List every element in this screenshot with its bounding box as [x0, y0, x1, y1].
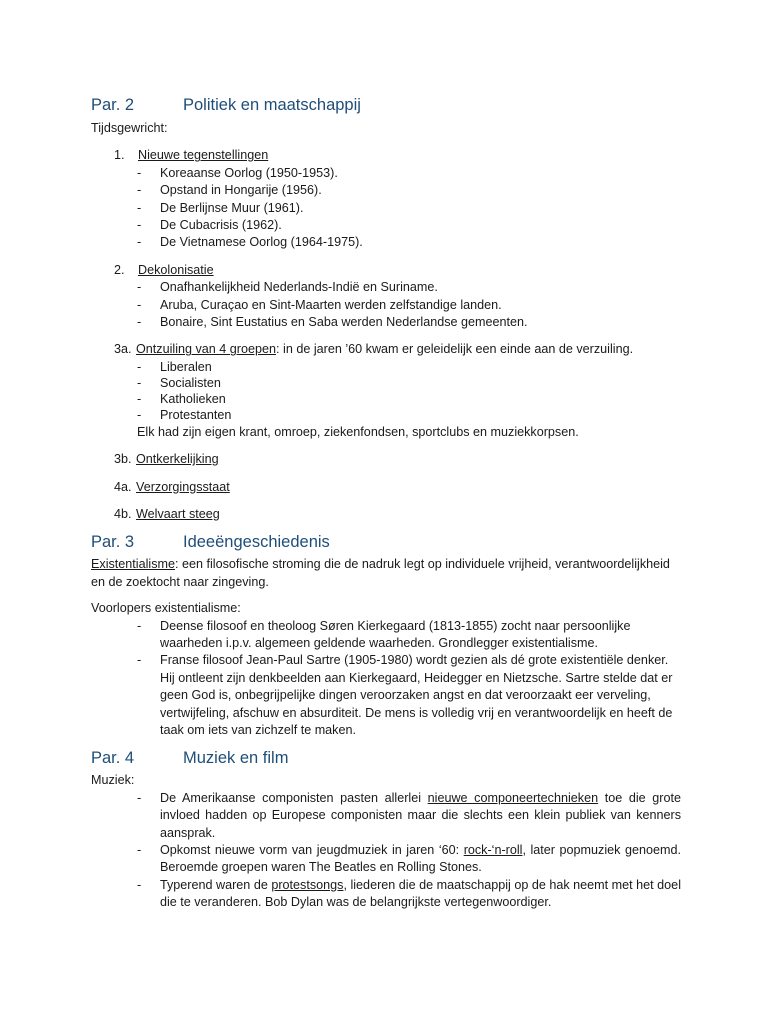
- list-item-1: [114, 147, 681, 164]
- item-number: 1.: [114, 148, 125, 163]
- definition-text: Existentialisme: een filosofische stroming die de nadruk legt op individuele vrijheid, verantwoordelijkheid en de zoektocht naar zingeving.: [91, 557, 670, 589]
- item-title: Dekolonisatie: [138, 262, 214, 277]
- note-text: Elk had zijn eigen krant, omroep, ziekenfondsen, sportclubs en muziekkorpsen.: [137, 424, 579, 439]
- bullet: - De Vietnamese Oorlog (1964-1975).: [137, 235, 363, 250]
- item-number: 4a.: [114, 479, 132, 494]
- item-number: 3a.: [114, 342, 132, 357]
- bullet: - Koreaanse Oorlog (1950-1953).: [137, 165, 338, 180]
- item-number: 2.: [114, 262, 125, 277]
- heading-title: Politiek en maatschappij: [183, 96, 361, 114]
- bullet: - Onafhankelijkheid Nederlands-Indië en Suriname.: [137, 280, 438, 295]
- bullet: - De Cubacrisis (1962).: [137, 218, 282, 233]
- item-description: : in de jaren ’60 kwam er geleidelijk een einde aan de verzuiling.: [276, 342, 634, 357]
- bullet: - Typerend waren de protestsongs, liederen die de maatschappij op de hak neemt met het doel die te veranderen. Bob Dylan was de belangrijkste vertegenwoordiger.: [137, 877, 681, 910]
- bullet: - De Berlijnse Muur (1961).: [137, 200, 304, 215]
- bullet: - Bonaire, Sint Eustatius en Saba werden Nederlandse gemeenten.: [137, 315, 528, 330]
- bullet: - Franse filosoof Jean-Paul Sartre (1905-1980) wordt gezien als dé grote existentiële denker. Hij ontleent zijn denkbeelden aan Kierkegaard, Heidegger en Nietzsche. Sartre stelde dat er geen God is, onbegrijpelijke dingen veroorzaken angst en dat veroorzaakt eer verveling, vertwijfeling, afschuw en absurditeit. De mens is volledig vrij en verantwoordelijk en heeft de taak om iets van zichzelf te maken.: [137, 653, 673, 737]
- list-item-4b: [114, 506, 681, 523]
- heading-par2: [91, 94, 681, 116]
- item-number: 3b.: [114, 452, 132, 467]
- heading-title: Muziek en film: [183, 749, 289, 768]
- heading-par4: [91, 747, 681, 769]
- item-number: 4b.: [114, 506, 132, 521]
- bullet: - Deense filosoof en theoloog Søren Kierkegaard (1813-1855) zocht naar persoonlijke waarheden i.p.v. algemeen geldende waarheden. Grondlegger existentialisme.: [137, 618, 631, 650]
- heading-number: Par. 4: [91, 749, 135, 768]
- item-title: Verzorgingsstaat: [136, 479, 230, 494]
- item-title: Ontzuiling van 4 groepen: [136, 342, 277, 357]
- bullet: - Katholieken: [137, 392, 226, 407]
- item-title: Welvaart steeg: [136, 506, 220, 521]
- bullet: - Opstand in Hongarije (1956).: [137, 183, 322, 198]
- bullet: - Socialisten: [137, 376, 221, 391]
- bullet: - De Amerikaanse componisten pasten allerlei nieuwe componeertechnieken toe die grote invloed hadden op Europese componisten maar die slechts een klein publiek van kenners aansprak.: [137, 790, 681, 840]
- intro-text: Muziek:: [91, 773, 135, 788]
- document-page: [91, 94, 681, 912]
- item-title: Nieuwe tegenstellingen: [138, 148, 269, 163]
- bullet: - Aruba, Curaçao en Sint-Maarten werden zelfstandige landen.: [137, 297, 502, 312]
- heading-number: Par. 2: [91, 96, 135, 114]
- bullet: - Protestanten: [137, 408, 232, 423]
- intro-text: Tijdsgewricht:: [91, 121, 168, 135]
- list-item-3a: [114, 341, 681, 358]
- bullet: - Opkomst nieuwe vorm van jeugdmuziek in jaren ‘60: rock-‘n-roll, later popmuziek genoemd. Beroemde groepen waren The Beatles en Rolling Stones.: [137, 843, 681, 875]
- item-title: Ontkerkelijking: [136, 452, 219, 467]
- heading-number: Par. 3: [91, 533, 135, 552]
- bullet: - Liberalen: [137, 359, 212, 374]
- voorlopers-label: Voorlopers existentialisme:: [91, 601, 241, 616]
- definition-term: Existentialisme: [91, 557, 175, 572]
- heading-par3: [91, 531, 681, 553]
- list-item-4a: [114, 479, 681, 496]
- heading-title: Ideeëngeschiedenis: [183, 533, 330, 552]
- list-item-3b: [114, 451, 681, 468]
- list-item-2: [114, 262, 681, 279]
